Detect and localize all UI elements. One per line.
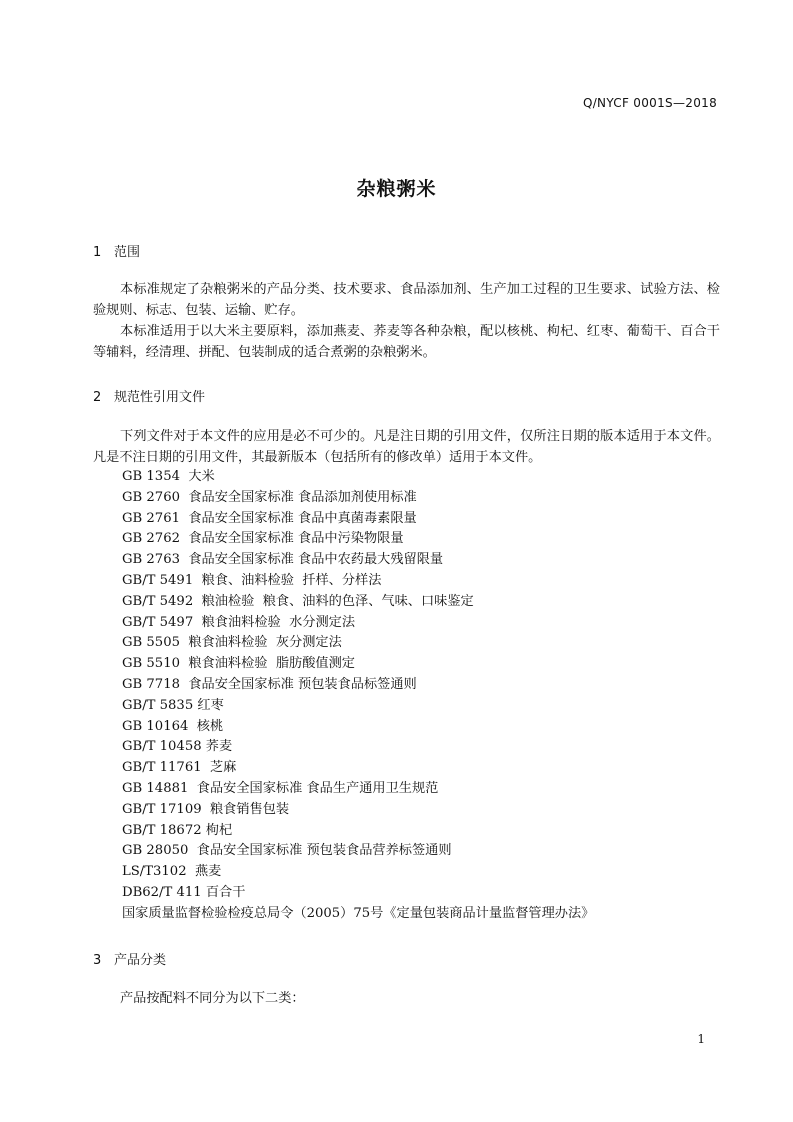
section-title: 产品分类 <box>114 953 167 968</box>
reference-item: GB 10164 核桃 <box>122 718 224 734</box>
document-title: 杂粮粥米 <box>356 178 437 200</box>
reference-item: GB/T 18672 枸杞 <box>122 822 233 838</box>
section-number: 2 <box>93 390 102 405</box>
scope-paragraph-2: 本标准适用于以大米主要原料，添加燕麦、荞麦等各种杂粮，配以核桃、枸杞、红枣、葡萄干、百合干等辅料，经清理、拼配、包装制成的适合煮粥的杂粮粥米。 <box>93 324 720 360</box>
reference-item: GB/T 11761 芝麻 <box>122 760 237 776</box>
section-heading-scope <box>93 241 140 260</box>
reference-item: GB 2760 食品安全国家标准 食品添加剂使用标准 <box>122 489 417 505</box>
classification-paragraph-1: 产品按配料不同分为以下二类： <box>120 991 305 1006</box>
reference-item: GB 5505 粮食油料检验 灰分测定法 <box>122 635 342 651</box>
reference-item: GB/T 5491 粮食、油料检验 扦样、分样法 <box>122 572 382 588</box>
scope-paragraph-1: 本标准规定了杂粮粥米的产品分类、技术要求、食品添加剂、生产加工过程的卫生要求、试验方法、检验规则、标志、包装、运输、贮存。 <box>93 282 720 318</box>
reference-item: GB 7718 食品安全国家标准 预包装食品标签通则 <box>122 676 417 692</box>
section-title: 规范性引用文件 <box>114 390 206 405</box>
reference-item: GB 2761 食品安全国家标准 食品中真菌毒素限量 <box>122 510 417 526</box>
reference-item: GB 2763 食品安全国家标准 食品中农药最大残留限量 <box>122 552 444 568</box>
reference-item: GB/T 5492 粮油检验 粮食、油料的色泽、气味、口味鉴定 <box>122 593 474 609</box>
section-number: 1 <box>93 245 102 260</box>
reference-item: GB 2762 食品安全国家标准 食品中污染物限量 <box>122 531 404 547</box>
section-title: 范围 <box>114 245 141 260</box>
reference-item: LS/T3102 燕麦 <box>122 864 222 880</box>
references-intro: 下列文件对于本文件的应用是必不可少的。凡是注日期的引用文件，仅所注日期的版本适用于本文件。凡是不注日期的引用文件，其最新版本（包括所有的修改单）适用于本文件。 <box>93 429 720 465</box>
document-code: Q/NYCF 0001S—2018 <box>582 96 717 110</box>
reference-item: GB/T 5497 粮食油料检验 水分测定法 <box>122 614 356 630</box>
reference-item: DB62/T 411 百合干 <box>122 884 246 900</box>
reference-item: GB/T 17109 粮食销售包装 <box>122 801 290 817</box>
reference-item: 国家质量监督检验检疫总局令（2005）75号《定量包装商品计量监督管理办法》 <box>122 905 595 921</box>
reference-item: GB 1354 大米 <box>122 469 215 484</box>
reference-item: GB 14881 食品安全国家标准 食品生产通用卫生规范 <box>122 780 439 796</box>
reference-item: GB 28050 食品安全国家标准 预包装食品营养标签通则 <box>122 843 452 859</box>
page-number: 1 <box>697 1032 705 1046</box>
reference-list <box>122 467 594 925</box>
reference-item: GB 5510 粮食油料检验 脂肪酸值测定 <box>122 656 355 672</box>
section-number: 3 <box>93 953 102 968</box>
section-heading-classification <box>93 949 166 968</box>
section-heading-references <box>93 386 205 405</box>
reference-item: GB/T 10458 荞麦 <box>122 739 233 755</box>
reference-item: GB/T 5835 红枣 <box>122 697 224 713</box>
